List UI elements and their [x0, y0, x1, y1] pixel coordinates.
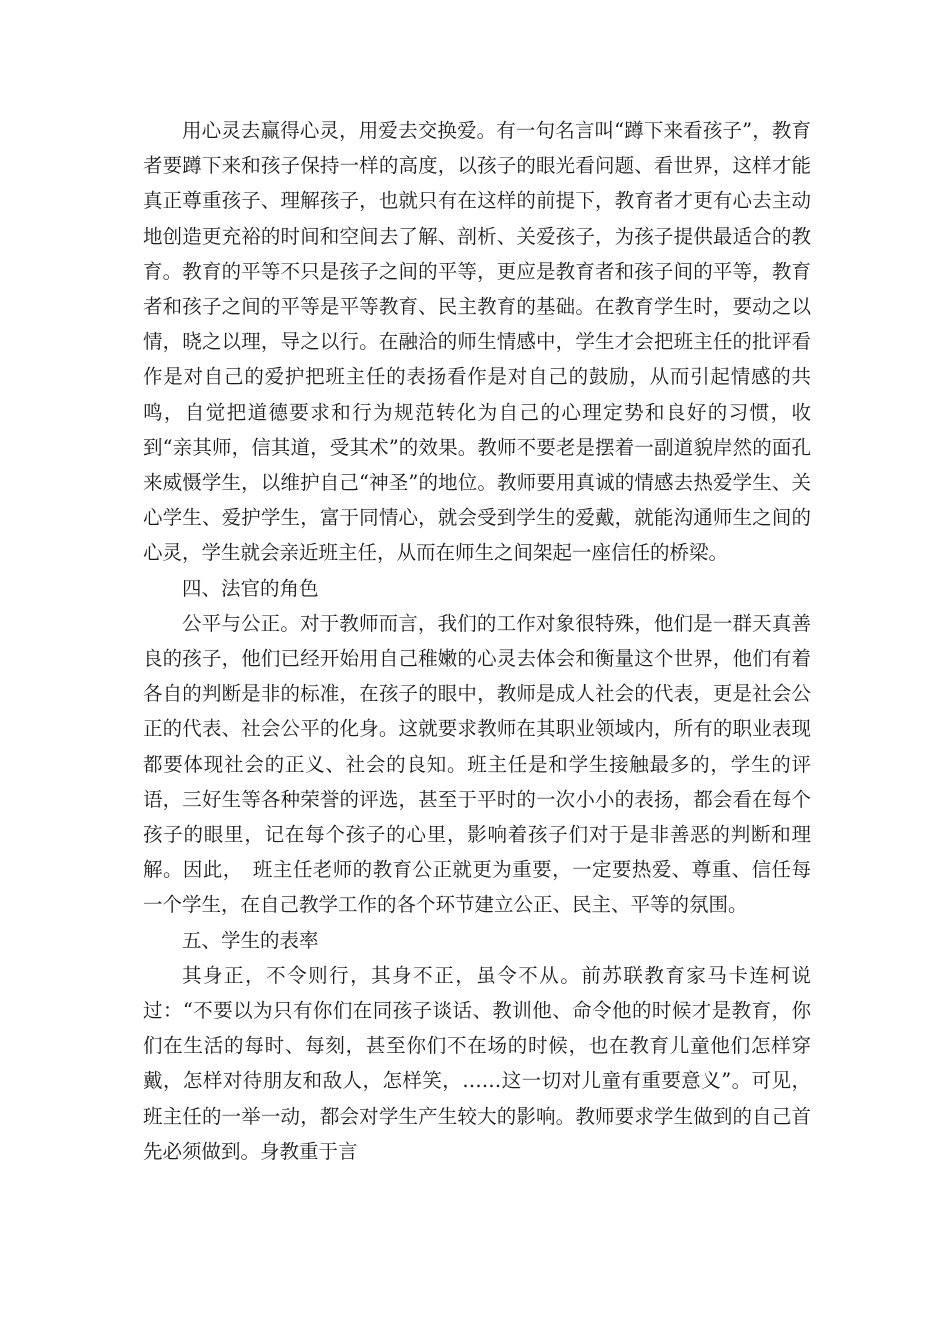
paragraph-fairness-and-justice: 公平与公正。对于教师而言，我们的工作对象很特殊，他们是一群天真善良的孩子，他们已经开始用自己稚嫩的心灵去体会和衡量这个世界，他们有着各自的判断是非的标准，在孩子的眼中，教师是成人社会的代表，更是社会公正的代表、社会公平的化身。这就要求教师在其职业领域内，所有的职业表现都要体现社会的正义、社会的良知。班主任是和学生接触最多的，学生的评语，三好生等各种荣誉的评选，甚至于平时的一次小小的表扬，都会看在每个孩子的眼里，记在每个孩子的心里，影响着孩子们对于是非善恶的判断和理解。因此， 班主任老师的教育公正就更为重要，一定要热爱、尊重、信任每一个学生，在自己教学工作的各个环节建立公正、民主、平等的氛围。 — [143, 611, 811, 917]
paragraph-respect-and-equality: 用心灵去赢得心灵，用爱去交换爱。有一句名言叫“蹲下来看孩子”，教育者要蹲下来和孩子保持一样的高度，以孩子的眼光看问题、看世界，这样才能真正尊重孩子、理解孩子，也就只有在这样的前提下，教育者才更有心去主动地创造更充裕的时间和空间去了解、剖析、关爱孩子，为孩子提供最适合的教育。教育的平等不只是孩子之间的平等，更应是教育者和孩子间的平等，教育者和孩子之间的平等是平等教育、民主教育的基础。在教育学生时，要动之以情，晓之以理，导之以行。在融洽的师生情感中，学生才会把班主任的批评看作是对自己的爱护把班主任的表扬看作是对自己的鼓励，从而引起情感的共鸣，自觉把道德要求和行为规范转化为自己的心理定势和良好的习惯，收到“亲其师，信其道，受其术”的效果。教师不要老是摆着一副道貌岸然的面孔来威慑学生，以维护自己“神圣”的地位。教师要用真诚的情感去热爱学生、关心学生、爱护学生，富于同情心，就会受到学生的爱戴，就能沟通师生之间的心灵，学生就会亲近班主任，从而在师生之间架起一座信任的桥梁。 — [143, 119, 811, 565]
section-heading-role-model: 五、学生的表率 — [182, 928, 319, 952]
document-body — [143, 113, 811, 1169]
paragraph-lead-by-example: 其身正，不令则行，其身不正，虽令不从。前苏联教育家马卡连柯说过：“不要以为只有你们在同孩子谈话、教训他、命令他的时候才是教育，你们在生活的每时、每刻，甚至你们不在场的时候，也在教育儿童他们怎样穿戴，怎样对待朋友和敌人，怎样笑，……这一切对儿童有重要意义”。可见，班主任的一举一动，都会对学生产生较大的影响。教师要求学生做到的自己首先必须做到。身教重于言 — [143, 963, 811, 1163]
section-heading-judge-role: 四、法官的角色 — [182, 576, 319, 600]
